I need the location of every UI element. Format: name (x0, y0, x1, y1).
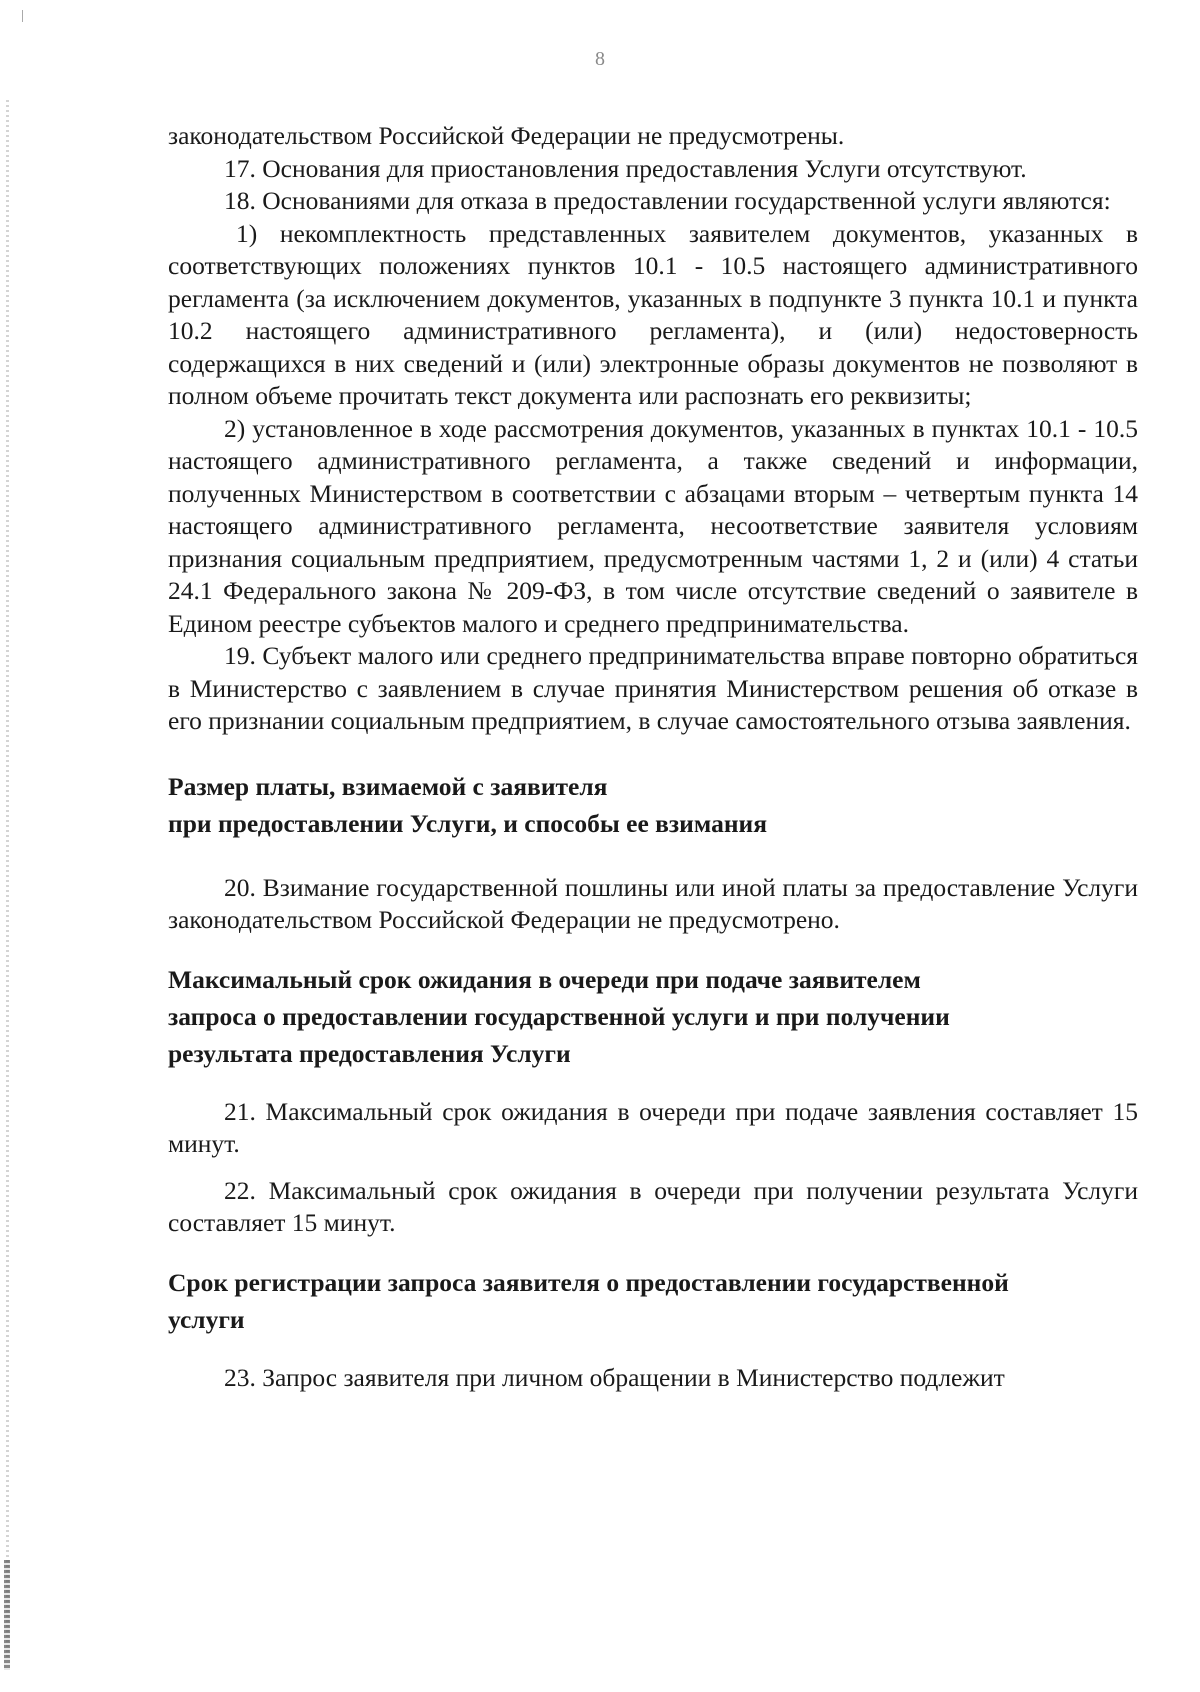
scan-edge-artifact-dark (4, 1560, 10, 1670)
paragraph-21: 21. Максимальный срок ожидания в очереди при подаче заявления составляет 15 минут. (168, 1096, 1138, 1158)
section-heading-fee-line2: при предоставлении Услуги, и способы ее взимания (168, 808, 768, 838)
paragraph-continuation: законодательством Российской Федерации не предусмотрены. (168, 121, 845, 150)
paragraph-18-item-1: 1) некомплектность представленных заявителем документов, указанных в соответствующих положениях пунктов 10.1 - 10.5 настоящего административного регламента (за исключением документов, указанных в подпункте 3 пункта 10.1 и пункта 10.2 настоящего административного регламента), и (или) недостоверность содержащихся в них сведений и (или) электронные образы документов не позволяют в полном объеме прочитать текст документа или распознать его реквизиты; (168, 218, 1138, 410)
document-body (168, 120, 1138, 1394)
paragraph-23: 23. Запрос заявителя при личном обращении в Министерство подлежит (224, 1362, 1005, 1392)
section-heading-registration-line2: услуги (168, 1304, 245, 1334)
section-heading-fee-line1: Размер платы, взимаемой с заявителя (168, 771, 608, 801)
section-heading-queue-line1: Максимальный срок ожидания в очереди при подаче заявителем (168, 964, 921, 994)
scan-edge-artifact (6, 100, 9, 1660)
page-number: 8 (595, 48, 605, 70)
paragraph-19: 19. Субъект малого или среднего предпринимательства вправе повторно обратиться в Министерство с заявлением в случае принятия Министерством решения об отказе в его признании социальным предприятием, в случае самостоятельного отзыва заявления. (168, 641, 1138, 735)
paragraph-20: 20. Взимание государственной пошлины или иной платы за предоставление Услуги законодательством Российской Федерации не предусмотрено. (168, 872, 1138, 934)
paragraph-18-item-2: 2) установленное в ходе рассмотрения документов, указанных в пунктах 10.1 - 10.5 настоящего административного регламента, а также сведений и информации, полученных Министерством в соответствии с абзацами вторым – четвертым пункта 14 настоящего административного регламента, несоответствие заявителя условиям признания социальным предприятием, предусмотренным частями 1, 2 и (или) 4 статьи 24.1 Федерального закона № 209-ФЗ, в том числе отсутствие сведений о заявителе в Едином реестре субъектов малого и среднего предпринимательства. (168, 413, 1138, 638)
paragraph-22: 22. Максимальный срок ожидания в очереди при получении результата Услуги составляет 15 минут. (168, 1175, 1138, 1237)
paragraph-17: 17. Основания для приостановления предоставления Услуги отсутствуют. (224, 153, 1027, 183)
scan-artifact-tick (22, 10, 23, 22)
section-heading-queue-line3: результата предоставления Услуги (168, 1038, 571, 1068)
section-heading-registration-line1: Срок регистрации запроса заявителя о предоставлении государственной (168, 1267, 1009, 1297)
section-heading-queue-line2: запроса о предоставлении государственной услуги и при получении (168, 1001, 950, 1031)
paragraph-18: 18. Основаниями для отказа в предоставлении государственной услуги являются: (224, 186, 1111, 215)
